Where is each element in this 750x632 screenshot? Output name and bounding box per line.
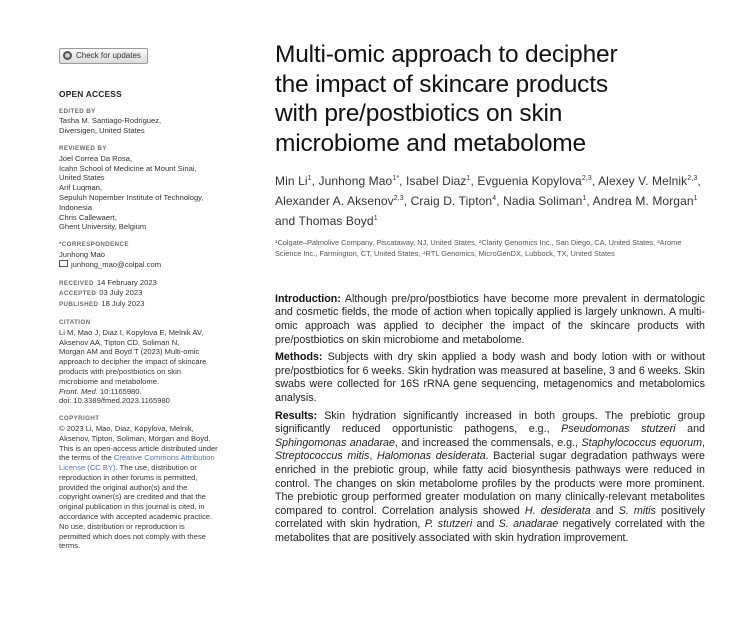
abstract-text: negatively correlated with the metabolites that are positively associated with skin hydration improvement. xyxy=(275,518,705,544)
reviewer-line: Ghent University, Belgium xyxy=(59,222,147,232)
author-name[interactable]: Isabel Diaz xyxy=(406,174,467,188)
author-separator: , xyxy=(470,174,478,188)
copyright-line: permitted which does not comply with these xyxy=(59,531,206,541)
abstract xyxy=(275,293,705,546)
author-name[interactable]: Evguenia Kopylova xyxy=(477,174,582,188)
species-name: Streptococcus mitis xyxy=(275,450,370,463)
species-name: S. anadarae xyxy=(498,518,559,531)
species-name: H. desiderata xyxy=(524,504,591,517)
author-separator: , xyxy=(591,174,599,188)
reviewer-line: United States xyxy=(59,173,105,183)
citation-line: Aksenov AA, Tipton CD, Soliman N, xyxy=(59,337,180,347)
author-affiliation-mark: 2,3 xyxy=(393,194,404,202)
copyright-line: provided the original author(s) and the xyxy=(59,482,188,492)
title-line: microbiome and metabolome xyxy=(275,129,586,157)
copyright-line: This is an open-access article distributed under xyxy=(59,443,218,453)
received-value: 14 February 2023 xyxy=(96,277,157,287)
author-affiliation-mark: 1 xyxy=(373,214,378,222)
copyright-heading: COPYRIGHT xyxy=(59,415,100,423)
citation-line: products with pre/postbiotics on skin xyxy=(59,366,181,376)
abstract-text: , xyxy=(369,450,377,463)
citation-journal-line xyxy=(59,387,264,397)
citation-line: approach to decipher the impact of skincare xyxy=(59,357,207,367)
title-line: the impact of skincare products xyxy=(275,70,608,98)
species-name: Sphingomonas anadarae xyxy=(275,436,395,449)
reviewed-by-heading: REVIEWED BY xyxy=(59,144,107,152)
author-name[interactable]: Andrea M. Morgan xyxy=(592,193,694,208)
author-name[interactable]: Alexander A. Aksenov xyxy=(275,193,394,208)
copyright-line: accordance with accepted academic practice. xyxy=(59,512,213,522)
reviewed-by-list xyxy=(59,154,264,232)
abstract-section-label: Results: xyxy=(275,409,318,422)
author-affiliation-mark: 1 xyxy=(693,194,698,202)
author-name[interactable]: Min Li xyxy=(275,174,308,188)
received-label: RECEIVED xyxy=(59,279,94,287)
species-name: P. stutzeri xyxy=(424,518,473,531)
title-line: with pre/postbiotics on skin xyxy=(275,100,563,127)
citation-volume: 10:1165980. xyxy=(97,386,142,396)
copyright-terms-text: the terms of the xyxy=(59,453,114,463)
cc-license-link[interactable]: Creative Commons Attribution xyxy=(113,453,215,463)
edited-by-heading: EDITED BY xyxy=(59,107,96,115)
correspondence-heading: *CORRESPONDENCE xyxy=(59,241,129,249)
author-affiliation-mark: 2,3 xyxy=(687,175,698,182)
affiliations: ¹Colgate–Palmolive Company, Piscataway, NJ, United States, ²Clarity Genomics Inc., San Diego, CA, United States, ³Arome Science Inc., Farmington, CT, United States, ⁴RTL Genomics, MicroGenDX, Lubbock, TX, United States xyxy=(275,238,682,258)
edited-by-list xyxy=(59,116,264,136)
copyright-line: original publication in this journal is cited, in xyxy=(59,502,205,512)
citation-doi[interactable]: doi: 10.3389/fmed.2023.1165980 xyxy=(59,396,170,406)
correspondence-email[interactable]: junhong_mao@colpal.com xyxy=(71,259,162,269)
species-name: S. mitis xyxy=(618,504,656,517)
reviewer-line: Arif Luqman, xyxy=(59,183,103,193)
copyright-line: No use, distribution or reproduction is xyxy=(59,521,185,531)
species-name: Halomonas desiderata xyxy=(377,450,486,463)
abstract-text: Subjects with dry skin applied a body wash and body lotion with or without pre/postbiotics for 6 weeks. Skin hydration was measured at baseline, 3 and 6 weeks. Skin swabs were collected for 16S rRNA gene sequencing, metagenomics and metabolomics analysis. xyxy=(275,351,705,404)
check-for-updates-label: Check for updates xyxy=(76,51,141,60)
citation-heading: CITATION xyxy=(59,318,91,326)
accepted-label: ACCEPTED xyxy=(59,290,97,298)
abstract-section xyxy=(275,351,705,405)
author-affiliation-mark: 1 xyxy=(582,194,587,202)
published-date xyxy=(59,299,264,310)
open-access-label: OPEN ACCESS xyxy=(59,88,122,99)
copyright-line: reproduction in other forums is permitted, xyxy=(59,472,198,482)
abstract-section xyxy=(275,293,705,347)
reviewer-line: Sepuluh Nopember Institute of Technology, xyxy=(59,192,204,202)
cc-license-link-2[interactable]: License (CC BY) xyxy=(59,463,116,473)
abstract-text: . Bacterial sugar degradation pathways were enriched in the prebiotic group, while fatty acid biosynthesis pathways were reduced in control. The changes on skin metabolome profiles by the products were more prominent. The prebiotic group performed greater modulation on many clinically-relevant metabolites compared to control. Correlation analysis showed xyxy=(275,450,705,517)
copyright-line: copyright owner(s) are credited and that the xyxy=(59,492,206,502)
citation-text xyxy=(59,328,264,406)
abstract-text: and xyxy=(675,423,705,436)
abstract-section xyxy=(275,410,705,546)
copyright-use-text: . The use, distribution or xyxy=(115,463,197,473)
author-name[interactable]: Nadia Soliman xyxy=(503,193,583,208)
species-name: Staphylococcus equorum xyxy=(581,436,703,449)
editor-line: Diversigen, United States xyxy=(59,126,145,136)
check-for-updates-button[interactable] xyxy=(59,48,148,64)
author-separator: , xyxy=(496,193,504,208)
citation-line: Li M, Mao J, Diaz I, Kopylova E, Melnik AV, xyxy=(59,327,204,337)
abstract-section-label: Introduction: xyxy=(275,292,341,305)
editor-line: Tasha M. Santiago-Rodriguez, xyxy=(59,116,162,126)
author-separator: , xyxy=(586,193,593,208)
abstract-text: and xyxy=(472,518,499,531)
citation-line: Morgan AM and Boyd T (2023) Multi-omic xyxy=(59,347,200,357)
author-affiliation-mark: 2,3 xyxy=(581,175,592,182)
mail-icon xyxy=(59,260,68,267)
abstract-text: positively correlated with skin hydration, xyxy=(275,504,705,531)
author-separator: and xyxy=(275,213,299,228)
abstract-text: , xyxy=(702,436,705,449)
copyright-line xyxy=(59,463,264,473)
received-date xyxy=(59,278,264,289)
author-separator: , xyxy=(311,174,319,188)
author-name[interactable]: Craig D. Tipton xyxy=(410,193,493,208)
copyright-line: © 2023 Li, Mao, Diaz, Kopylova, Melnik, xyxy=(59,423,194,433)
published-label: PUBLISHED xyxy=(59,301,99,309)
author-list xyxy=(275,172,705,231)
copyright-text xyxy=(59,424,264,551)
citation-journal: Front. Med. xyxy=(59,386,98,396)
author-name[interactable]: Junhong Mao xyxy=(318,174,393,188)
reviewer-line: Icahn School of Medicine at Mount Sinai, xyxy=(59,163,197,173)
author-affiliation-mark: 1 xyxy=(307,175,312,182)
abstract-text: Skin hydration significantly increased in both groups. The prebiotic group significantly reduced opportunistic pathogens, e.g., xyxy=(275,409,705,436)
author-separator: , xyxy=(403,193,411,208)
abstract-text: Although pre/pro/postbiotics have become more prevalent in dermatologic and cosmetic fields, the mode of action when topically applied is largely unknown. A multi-omic approach was applied to decipher the impact of the skincare products with pre/postbiotics on skin microbiome and metabolome. xyxy=(275,292,705,346)
title-line: Multi-omic approach to decipher xyxy=(275,41,618,68)
author-name[interactable]: Alexey V. Melnik xyxy=(598,174,688,188)
author-name[interactable]: Thomas Boyd xyxy=(298,213,374,228)
copyright-line: terms. xyxy=(59,541,81,551)
correspondence-email-row xyxy=(59,260,264,270)
abstract-text: and xyxy=(590,504,619,517)
author-affiliation-mark: 4 xyxy=(492,194,497,202)
reviewer-line: Joel Correa Da Rosa, xyxy=(59,153,133,163)
accepted-value: 03 July 2023 xyxy=(99,288,143,298)
published-value: 18 July 2023 xyxy=(101,299,145,309)
article-sidebar xyxy=(59,48,264,551)
author-affiliation-mark: 1 xyxy=(466,175,471,182)
reviewer-line: Chris Callewaert, xyxy=(59,212,117,222)
reviewer-line: Indonesia xyxy=(59,202,92,212)
copyright-line: Aksenov, Tipton, Soliman, Morgan and Boyd. xyxy=(59,433,211,443)
abstract-text: , and increased the commensals, e.g., xyxy=(394,436,582,449)
crossmark-icon xyxy=(63,51,72,60)
accepted-date xyxy=(59,288,264,299)
author-separator: , xyxy=(399,174,407,188)
author-separator: , xyxy=(697,174,701,188)
abstract-section-label: Methods: xyxy=(275,351,323,364)
copyright-line xyxy=(59,453,264,463)
correspondence-name: Junhong Mao xyxy=(59,249,106,259)
article-title xyxy=(275,40,705,158)
author-affiliation-mark: 1* xyxy=(392,175,400,182)
species-name: Pseudomonas stutzeri xyxy=(561,423,676,436)
article-main xyxy=(275,40,705,549)
citation-line: microbiome and metabolome. xyxy=(59,376,160,386)
